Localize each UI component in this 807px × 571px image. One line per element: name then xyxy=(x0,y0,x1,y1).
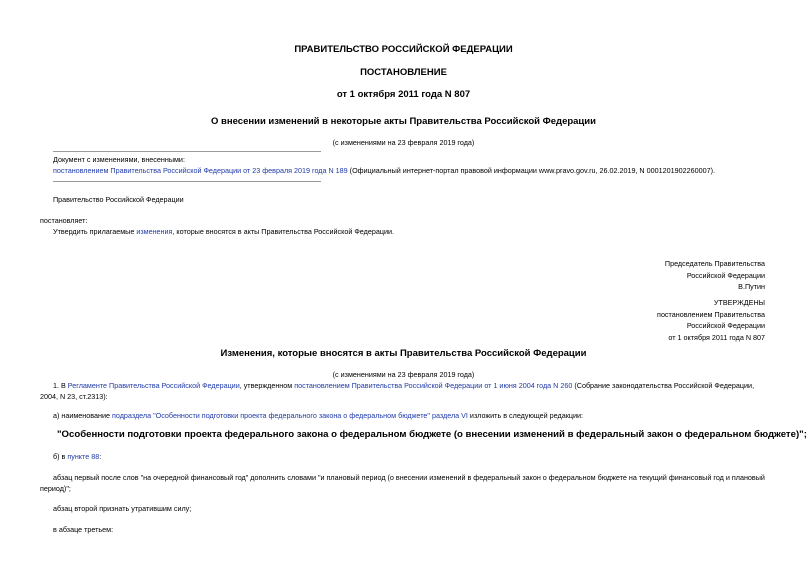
regulation-link[interactable]: Регламенте Правительства Российской Федерации xyxy=(67,381,240,390)
approved-by: постановлением Правительства xyxy=(657,309,765,319)
doc-date-number: от 1 октября 2011 года N 807 xyxy=(336,89,471,100)
changes-top-rule xyxy=(53,151,321,152)
approved-title: УТВЕРЖДЕНЫ xyxy=(713,298,765,307)
paragraph-1-cont: 2004, N 23, ст.2313): xyxy=(40,392,108,401)
approved-date: от 1 октября 2011 года N 807 xyxy=(668,332,765,342)
a-post: изложить в следующей редакции: xyxy=(467,411,583,420)
government-line: Правительство Российской Федерации xyxy=(53,195,184,204)
changes-link[interactable]: изменения xyxy=(136,227,173,236)
approve-pre: Утвердить прилагаемые xyxy=(53,227,137,236)
signature-name: В.Путин xyxy=(738,282,765,291)
changes-text xyxy=(53,165,715,176)
p1-post: (Собрание законодательства Российской Федерации, xyxy=(572,381,755,390)
b-post: : xyxy=(99,452,102,461)
changes-publication: (Официальный интернет-портал правовой информации www.pravo.gov.ru, 26.02.2019, N 0001201902260007). xyxy=(347,166,715,175)
revision-note: (с изменениями на 23 февраля 2019 года) xyxy=(332,138,475,147)
amendment-decree-link[interactable]: постановлением Правительства Российской Федерации от 23 февраля 2019 года N 189 xyxy=(53,166,348,175)
approved-org: Российской Федерации xyxy=(686,321,765,330)
para2: абзац второй признать утратившим силу; xyxy=(53,504,192,513)
annex-title: Изменения, которые вносятся в акты Правительства Российской Федерации xyxy=(220,348,587,359)
subparagraph-b xyxy=(53,451,101,462)
approve-post: , которые вносятся в акты Правительства Российской Федерации. xyxy=(172,227,394,236)
p1-pre: 1. В xyxy=(53,381,68,390)
subsection-link[interactable]: подраздела "Особенности подготовки проекта федерального закона о федеральном бюджете" раздела VI xyxy=(112,411,468,420)
subparagraph-a xyxy=(53,410,583,421)
p1-mid: , утвержденном xyxy=(239,381,295,390)
b-pre: б) в xyxy=(53,452,68,461)
approve-paragraph xyxy=(53,226,394,237)
para1-line2: период)"; xyxy=(40,484,71,493)
changes-intro: Документ с изменениями, внесенными: xyxy=(53,155,185,164)
changes-bottom-rule xyxy=(53,181,321,182)
approved-block xyxy=(657,297,765,343)
signature-block xyxy=(665,258,765,293)
signature-title: Председатель Правительства xyxy=(664,259,765,268)
signature-org: Российской Федерации xyxy=(686,270,765,280)
quoted-heading: "Особенности подготовки проекта федерального закона о федеральном бюджете (о внесении изменений в федеральный закон о федеральном бюджете)"; xyxy=(57,429,807,440)
decree-260-link[interactable]: постановлением Правительства Российской Федерации от 1 июня 2004 года N 260 xyxy=(294,381,573,390)
para1-line1: абзац первый после слов "на очередной финансовый год" дополнить словами "и плановый период (о внесении изменений в федеральный закон о федеральном бюджете на текущий финансовый год и плановый xyxy=(53,473,765,482)
point-88-link[interactable]: пункте 88 xyxy=(67,452,100,461)
document-title: О внесении изменений в некоторые акты Правительства Российской Федерации xyxy=(211,116,596,127)
decrees-line: постановляет: xyxy=(40,216,88,225)
annex-revision-note: (с изменениями на 23 февраля 2019 года) xyxy=(332,370,475,379)
doc-type-heading: ПОСТАНОВЛЕНИЕ xyxy=(360,67,447,78)
paragraph-1 xyxy=(53,380,754,391)
a-pre: а) наименование xyxy=(53,411,112,420)
para3: в абзаце третьем: xyxy=(53,525,114,534)
government-heading: ПРАВИТЕЛЬСТВО РОССИЙСКОЙ ФЕДЕРАЦИИ xyxy=(294,44,513,55)
